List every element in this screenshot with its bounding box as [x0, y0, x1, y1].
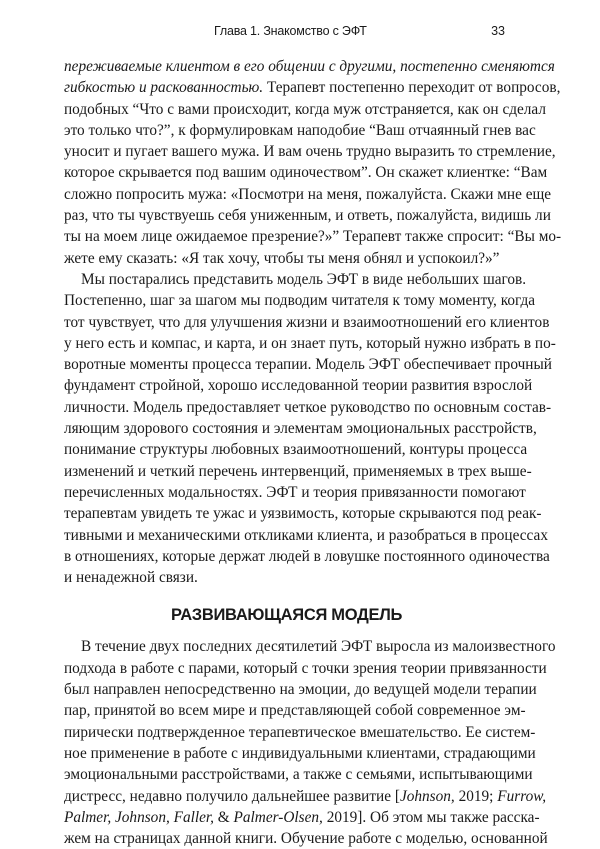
text-line: перечисленных модальностях. ЭФТ и теория привязанности помогают	[64, 483, 526, 501]
citation-author: Palmer-Olsen,	[233, 808, 323, 826]
text-line: эмоциональными расстройствами, а также с семьями, испытывающими	[64, 766, 533, 784]
text-line: и ненадежной связи.	[64, 569, 198, 587]
text-line: подхода в работе с парами, который с точки зрения теории привязанности	[64, 659, 547, 677]
text-line: жете ему сказать: «Я так хочу, чтобы ты меня обнял и успокоил?»”	[64, 249, 500, 267]
text-line: раз, что ты чувствуешь себя униженным, и ответь, пожалуйста, видишь ли	[64, 207, 551, 225]
citation-line: Palmer, Johnson, Faller, & Palmer-Olsen, 2019]. Об этом мы также расска-	[64, 808, 540, 826]
text-line: у него есть и компас, и карта, и он знает путь, который нужно избрать в по-	[64, 334, 556, 352]
citation-author: Palmer, Johnson, Faller,	[64, 808, 214, 826]
text-line: ляющим здорового состояния и элементам эмоциональных расстройств,	[64, 420, 537, 438]
citation-line: дистресс, недавно получило дальнейшее развитие [Johnson, 2019; Furrow,	[64, 787, 547, 805]
citation-author: Furrow,	[497, 787, 547, 805]
paragraph-2	[64, 269, 556, 588]
text-line: воротные моменты процесса терапии. Модель ЭФТ обеспечивает прочный	[64, 356, 552, 374]
text-line: ное применение в работе с индивидуальными клиентами, страдающими	[64, 744, 536, 762]
text-line: личности. Модель предоставляет четкое руководство по основным состав-	[64, 398, 552, 416]
text-line: уносит и пугает вашего мужа. И вам очень трудно выразить то стремление,	[64, 143, 556, 161]
text-line: В течение двух последних десятилетий ЭФТ выросла из малоизвестного	[81, 638, 556, 656]
paragraph-3	[64, 636, 556, 849]
text-line: которое скрывается под вашим одиночеством”. Он скажет клиентке: “Вам	[64, 164, 548, 182]
text-line: фундамент стройной, хорошо исследованной теории развития взрослой	[64, 377, 533, 395]
paragraph-1	[64, 56, 562, 269]
running-header	[64, 24, 509, 42]
text-line: ты на моем лице ожидаемое презрение?»” Терапевт также спросит: “Вы мо-	[64, 228, 562, 246]
text-line: в отношениях, которые держат людей в ловушке постоянного одиночества	[64, 547, 550, 565]
text-line: терапевтам увидеть те ужас и уязвимость, которые скрываются под реак-	[64, 505, 542, 523]
text-line: тот чувствует, что для улучшения жизни и взаимоотношений его клиентов	[64, 313, 550, 331]
text-line: изменений и четкий перечень интервенций, применяемых в трех выше-	[64, 462, 532, 480]
text-line: гибкостью и раскованностью. Терапевт постепенно переходит от вопросов,	[64, 79, 561, 97]
citation-author: Johnson,	[399, 787, 455, 805]
text-line: тивными и механическими откликами клиента, и разобраться в процессах	[64, 526, 548, 544]
chapter-title: Глава 1. Знакомство с ЭФТ	[214, 24, 367, 38]
text-line: понимание структуры любовных взаимоотношений, контуры процесса	[64, 441, 528, 459]
text-line: Постепенно, шаг за шагом мы подводим читателя к тому моменту, когда	[64, 292, 536, 310]
text-line: жем на страницах данной книги. Обучение работе с моделью, основанной	[64, 830, 548, 848]
section-heading: РАЗВИВАЮЩАЯСЯ МОДЕЛЬ	[170, 606, 403, 625]
text-line: пирически подтвержденное терапевтическое вмешательство. Ее систем-	[64, 723, 536, 741]
body-text	[64, 56, 562, 849]
text-line: переживаемые клиентом в его общении с другими, постепенно сменяются	[64, 58, 555, 75]
text-line: Мы постарались представить модель ЭФТ в виде небольших шагов.	[81, 270, 527, 288]
page-number: 33	[491, 24, 505, 38]
text-line: это только что?”, к формулировкам наподобие “Ваш отчаянный гнев вас	[64, 121, 536, 139]
text-line: подобных “Что с вами происходит, когда муж отстраняется, как он сделал	[64, 100, 546, 118]
text-line: был направлен непосредственно на эмоции, до ведущей модели терапии	[64, 681, 537, 699]
text-line: пар, принятой во всем мире и представляющей собой современное эм-	[64, 702, 526, 720]
text-line: сложно попросить мужа: «Посмотри на меня, пожалуйста. Скажи мне еще	[64, 185, 552, 203]
